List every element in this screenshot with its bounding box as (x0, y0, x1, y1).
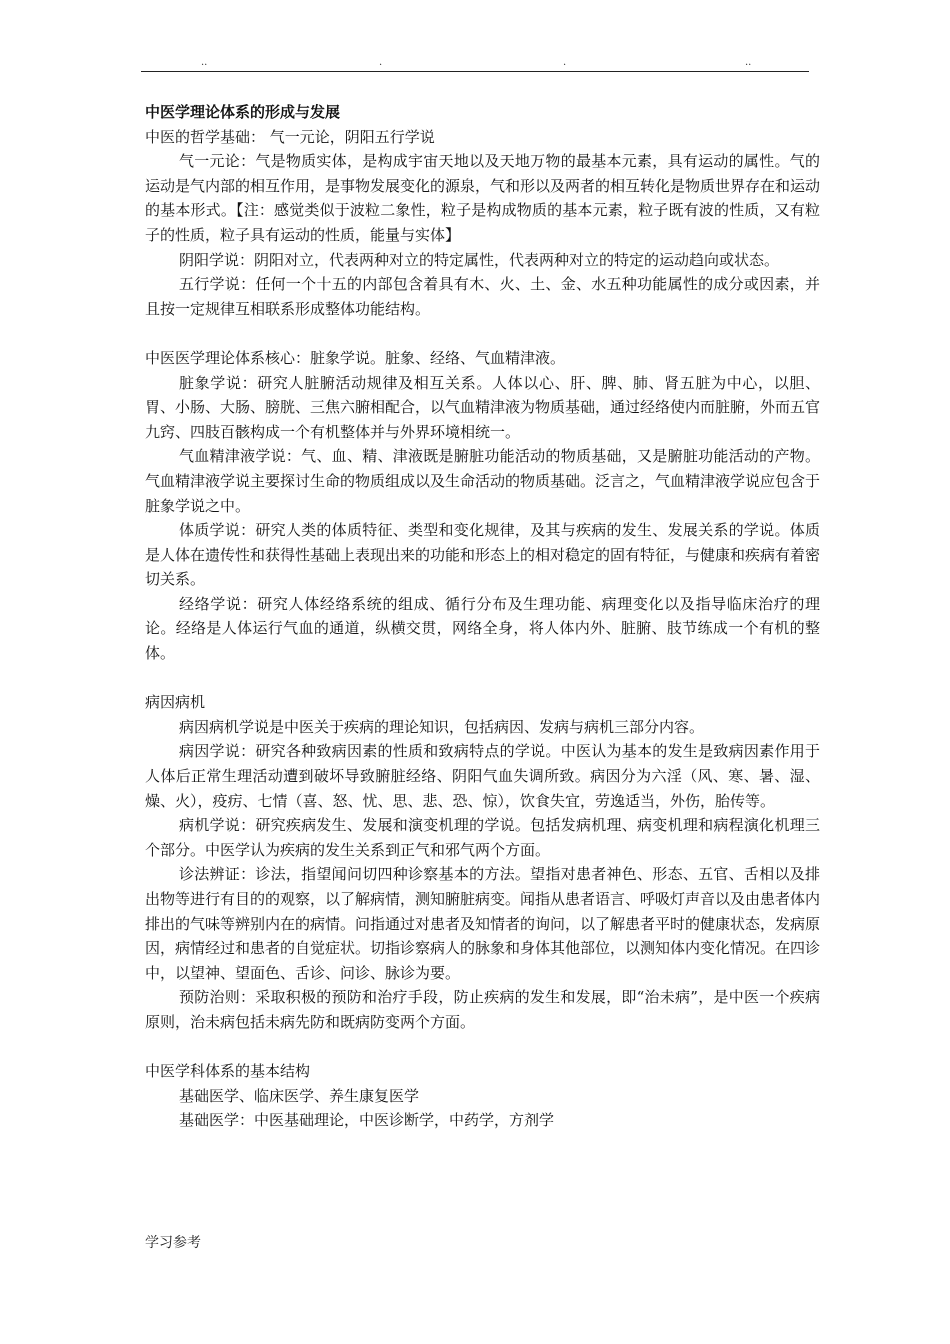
section-gap (145, 666, 820, 691)
document-body (145, 100, 820, 1133)
paragraph-qi-monism: 气一元论：气是物质实体，是构成宇宙天地以及天地万物的最基本元素，具有运动的属性。气的运动是气内部的相互作用，是事物发展变化的源泉，气和形以及两者的相互转化是物质世界存在和运动的基本形式。【注：感觉类似于波粒二象性，粒子是构成物质的基本元素，粒子既有波的性质，又有粒子的性质，粒子具有运动的性质，能量与实体】 (145, 152, 821, 244)
paragraph-branches: 基础医学、临床医学、养生康复医学 (179, 1086, 420, 1105)
paragraph-zangxiang: 脏象学说：研究人脏腑活动规律及相互关系。人体以心、肝、脾、肺、肾五脏为中心，以胆、胃、小肠、大肠、膀胱、三焦六腑相配合，以气血精津液为物质基础，通过经络使内而脏腑，外而五官九窍、四肢百骸构成一个有机整体并与外界环境相统一。 (145, 373, 821, 441)
header-mark: .. (201, 57, 208, 68)
paragraph-prevention: 预防治则：采取积极的预防和治疗手段，防止疾病的发生和发展，即“治未病”，是中医一个疾病原则，治未病包括未病先防和既病防变两个方面。 (145, 988, 820, 1031)
paragraph-basic-medicine: 基础医学：中医基础理论，中医诊断学，中药学，方剂学 (179, 1111, 555, 1130)
paragraph-diagnosis: 诊法辨证：诊法，指望闻问切四种诊察基本的方法。望指对患者神色、形态、五官、舌相以及排出物等进行有目的的观察，以了解病情，测知腑脏病变。闻指从患者语言、呼吸灯声音以及由患者体内排出的气味等辨别内在的病情。问指通过对患者及知情者的询问，以了解患者平时的健康状态，发病原因，病情经过和患者的自觉症状。切指诊察病人的脉象和身体其他部位，以测知体内变化情况。在四诊中，以望神、望面色、舌诊、问诊、脉诊为要。 (145, 865, 821, 982)
header-mark: .. (745, 57, 752, 68)
section-heading-core-theory: 中医医学理论体系核心：脏象学说。脏象、经络、气血精津液。 (145, 348, 566, 367)
paragraph-pathogenesis-intro: 病因病机学说是中医关于疾病的理论知识，包括病因、发病与病机三部分内容。 (179, 717, 705, 736)
paragraph-meridians: 经络学说：研究人体经络系统的组成、循行分布及生理功能、病理变化以及指导临床治疗的理论。经络是人体运行气血的通道，纵横交贯，网络全身，将人体内外、脏腑、肢节练成一个有机的整体。 (145, 594, 820, 663)
page-footer: 学习参考 (145, 1235, 201, 1251)
section-heading-discipline-structure: 中医学科体系的基本结构 (145, 1062, 311, 1081)
page-header-marks (141, 56, 809, 70)
paragraph-five-elements: 五行学说：任何一个十五的内部包含着具有木、火、土、金、水五种功能属性的成分或因素，并且按一定规律互相联系形成整体功能结构。 (145, 275, 820, 318)
section-heading-pathogenesis: 病因病机 (145, 693, 206, 712)
section-gap (145, 1035, 820, 1060)
section-heading-philosophy: 中医的哲学基础： 气一元论，阴阳五行学说 (145, 127, 435, 146)
paragraph-constitution: 体质学说：研究人类的体质特征、类型和变化规律，及其与疾病的发生、发展关系的学说。体质是人体在遗传性和获得性基础上表现出来的功能和形态上的相对稳定的固有特征，与健康和疾病有着密切关系。 (145, 521, 821, 589)
document-title: 中医学理论体系的形成与发展 (145, 103, 341, 121)
section-gap (145, 321, 820, 346)
paragraph-pathomechanism: 病机学说：研究疾病发生、发展和演变机理的学说。包括发病机理、病变机理和病程演化机理三个部分。中医学认为疾病的发生关系到正气和邪气两个方面。 (145, 816, 820, 859)
paragraph-qi-blood: 气血精津液学说：气、血、精、津液既是腑脏功能活动的物质基础，又是腑脏功能活动的产物。气血精津液学说主要探讨生命的物质组成以及生命活动的物质基础。泛言之，气血精津液学说应包含于脏象学说之中。 (145, 447, 821, 515)
header-mark: . (563, 57, 567, 68)
paragraph-yin-yang: 阴阳学说：阴阳对立，代表两种对立的特定属性，代表两种对立的特定的运动趋向或状态。 (179, 250, 780, 269)
header-mark: . (379, 57, 383, 68)
paragraph-etiology: 病因学说：研究各种致病因素的性质和致病特点的学说。中医认为基本的发生是致病因素作用于人体后正常生理活动遭到破坏导致腑脏经络、阴阳气血失调所致。病因分为六淫（风、寒、暑、湿、燥、火），疫疠、七情（喜、怒、忧、思、悲、恐、惊），饮食失宜，劳逸适当，外伤，胎传等。 (145, 742, 820, 810)
header-rule (141, 71, 809, 72)
